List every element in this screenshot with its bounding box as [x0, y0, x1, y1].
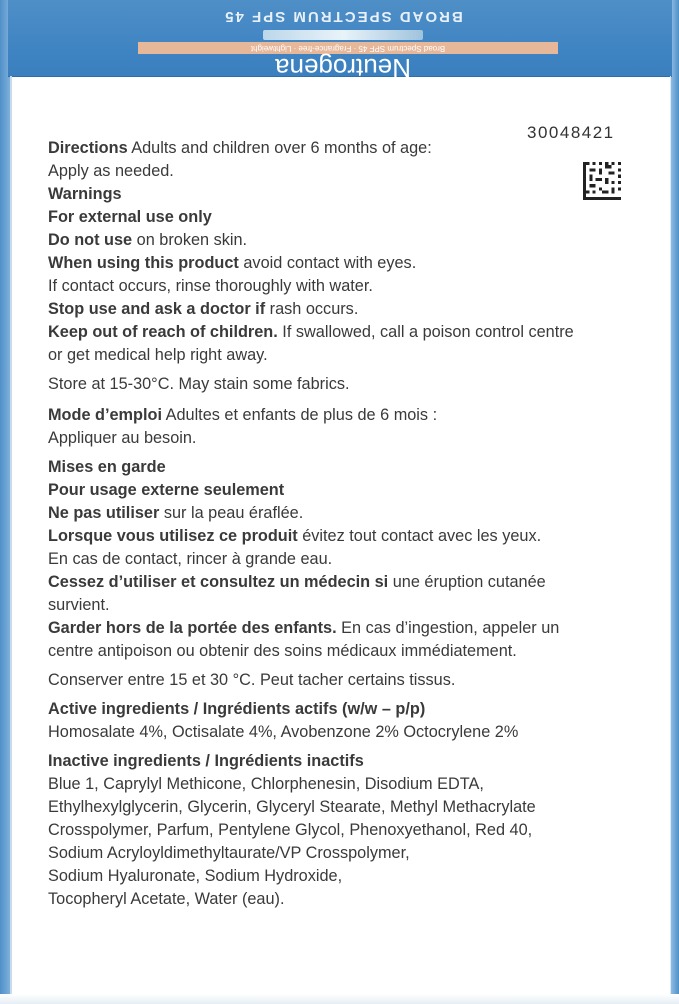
lorsque-line — [48, 525, 648, 548]
usage-externe-warning: Pour usage externe seulement — [48, 481, 285, 499]
inactive-ingredients-line: Ethylhexylglycerin, Glycerin, Glyceryl Stearate, Methyl Methacrylate — [48, 798, 536, 816]
inactive-ingredients-line: Sodium Acryloyldimethyltaurate/VP Crosspolymer, — [48, 844, 410, 862]
conserver-line: Conserver entre 15 et 30 °C. Peut tacher certains tissus. — [48, 671, 456, 689]
keep-out-label: Keep out of reach of children. — [48, 323, 278, 341]
ne-pas-utiliser-text: sur la peau éraflée. — [159, 504, 304, 522]
keep-out-line-2: or get medical help right away. — [48, 346, 268, 364]
inactive-ingredients-line: Tocopheryl Acetate, Water (eau). — [48, 890, 285, 908]
garder-line-2: centre antipoison ou obtenir des soins médicaux immédiatement. — [48, 642, 517, 660]
do-not-use-label: Do not use — [48, 231, 133, 249]
directions-text: Adults and children over 6 months of age: — [127, 139, 432, 157]
do-not-use-line — [48, 229, 648, 252]
cessez-text: une éruption cutanée — [388, 573, 546, 591]
mode-emploi-text: Adultes et enfants de plus de 6 mois : — [161, 406, 438, 424]
label-text-block — [48, 137, 648, 911]
external-use-warning: For external use only — [48, 208, 212, 226]
stop-use-line — [48, 298, 648, 321]
mises-en-garde-heading: Mises en garde — [48, 458, 166, 476]
when-using-label: When using this product — [48, 254, 239, 272]
product-code: 30048421 — [527, 123, 615, 142]
flap-upside-text: BROAD SPECTRUM SPF 45 — [223, 8, 463, 25]
garder-text: En cas d’ingestion, appeler un — [336, 619, 560, 637]
mode-emploi-label: Mode d’emploi — [48, 406, 162, 424]
garder-line — [48, 617, 648, 640]
do-not-use-text: on broken skin. — [132, 231, 248, 249]
directions-label: Directions — [48, 139, 128, 157]
flap-product-image — [263, 30, 423, 40]
flap-strip: Broad Spectrum SPF 45 · Fragrance-free · Lightweight — [138, 42, 558, 54]
brand-logo: Neutrogena — [275, 53, 411, 83]
directions-line — [48, 137, 648, 160]
storage-line: Store at 15-30°C. May stain some fabrics. — [48, 375, 350, 393]
box-bottom-edge — [0, 994, 679, 1004]
box-top-flap — [8, 0, 672, 83]
stop-use-label: Stop use and ask a doctor if — [48, 300, 266, 318]
ne-pas-utiliser-line — [48, 502, 648, 525]
active-ingredients-list: Homosalate 4%, Octisalate 4%, Avobenzone 2% Octocrylene 2% — [48, 723, 519, 741]
cessez-line-2: survient. — [48, 596, 110, 614]
box-fold-line-right — [670, 76, 671, 1004]
keep-out-line — [48, 321, 648, 344]
directions-text-2: Apply as needed. — [48, 162, 174, 180]
cas-contact-line: En cas de contact, rincer à grande eau. — [48, 550, 333, 568]
active-ingredients-heading: Active ingredients / Ingrédients actifs (w/w – p/p) — [48, 700, 426, 718]
warnings-heading: Warnings — [48, 185, 122, 203]
lorsque-text: évitez tout contact avec les yeux. — [297, 527, 542, 545]
box-fold-line-left — [10, 76, 12, 1004]
lorsque-label: Lorsque vous utilisez ce produit — [48, 527, 298, 545]
inactive-ingredients-heading: Inactive ingredients / Ingrédients inactifs — [48, 752, 364, 770]
garder-label: Garder hors de la portée des enfants. — [48, 619, 337, 637]
inactive-ingredients-line: Sodium Hyaluronate, Sodium Hydroxide, — [48, 867, 343, 885]
inactive-ingredients-line: Blue 1, Caprylyl Methicone, Chlorphenesin, Disodium EDTA, — [48, 775, 484, 793]
when-using-line — [48, 252, 648, 275]
mode-emploi-text-2: Appliquer au besoin. — [48, 429, 197, 447]
box-left-side — [0, 0, 10, 1004]
when-using-text: avoid contact with eyes. — [238, 254, 417, 272]
stop-use-text: rash occurs. — [265, 300, 359, 318]
keep-out-text: If swallowed, call a poison control centre — [277, 323, 574, 341]
mode-emploi-line — [48, 404, 648, 427]
cessez-label: Cessez d’utiliser et consultez un médecin si — [48, 573, 389, 591]
contact-line: If contact occurs, rinse thoroughly with water. — [48, 277, 373, 295]
cessez-line — [48, 571, 648, 594]
ne-pas-utiliser-label: Ne pas utiliser — [48, 504, 160, 522]
inactive-ingredients-line: Crosspolymer, Parfum, Pentylene Glycol, Phenoxyethanol, Red 40, — [48, 821, 533, 839]
box-right-side — [671, 0, 679, 1004]
